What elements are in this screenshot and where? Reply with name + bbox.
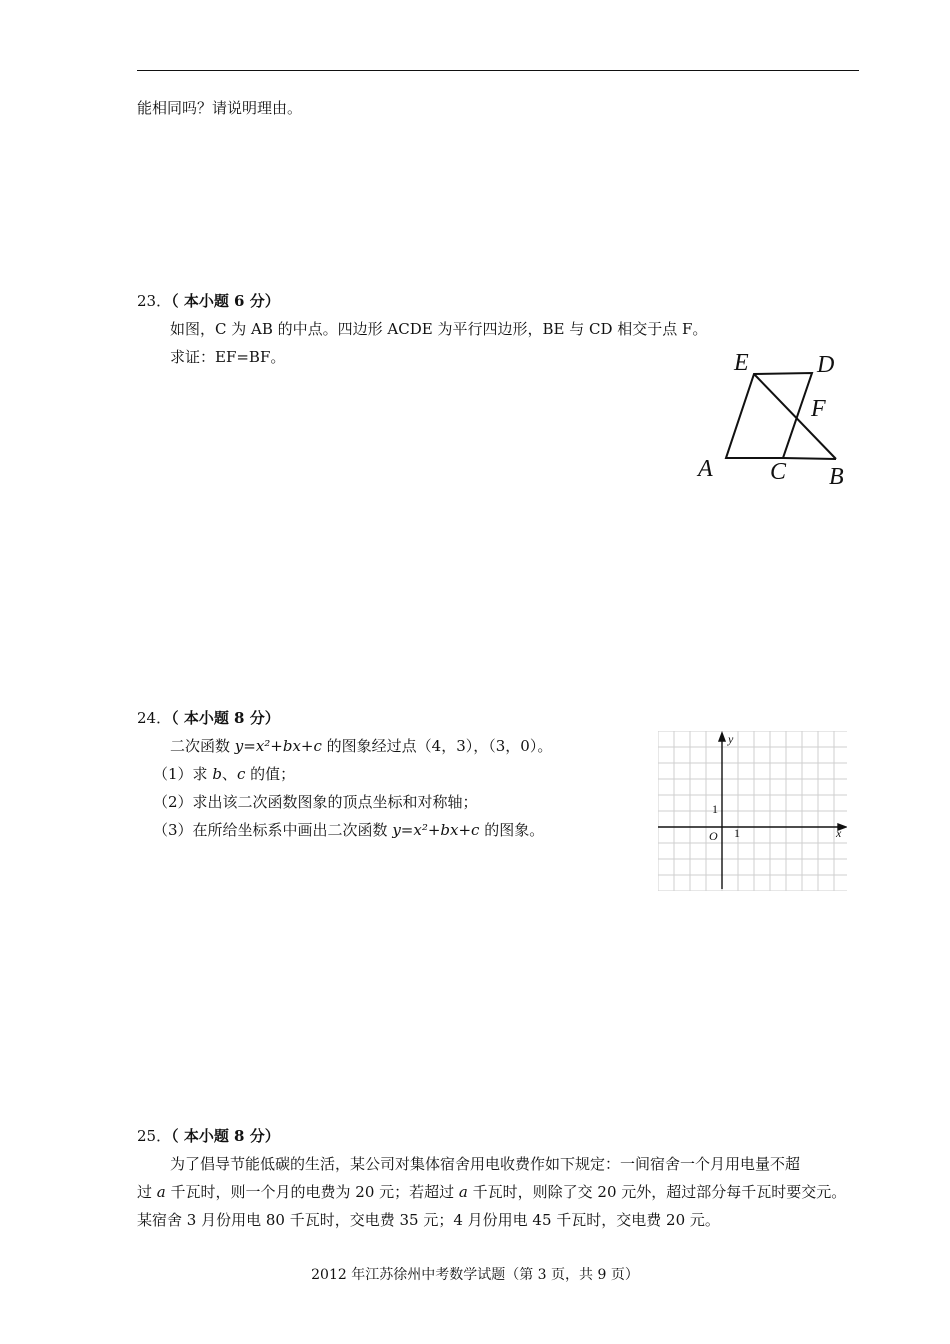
q24-text-a: 二次函数: [170, 737, 235, 755]
y-unit-label: 1: [712, 802, 718, 816]
label-B: B: [829, 464, 844, 490]
q24-coordinate-grid: [658, 731, 847, 891]
q24-statement: [170, 736, 552, 756]
label-E: E: [734, 350, 749, 376]
q23-prove: 求证：EF=BF。: [170, 348, 286, 366]
continued-text: 能相同吗？请说明理由。: [137, 99, 303, 117]
q24-function: y=x²+bx+c: [234, 737, 322, 755]
q25-var-a2: a: [458, 1183, 468, 1201]
label-D: D: [817, 352, 835, 378]
label-C: C: [770, 459, 787, 485]
q25-l2-b: 千瓦时，则一个月的电费为 20 元；若超过: [165, 1183, 459, 1201]
q24-p1-d: c: [236, 765, 246, 783]
q24-p1-c: 、: [221, 765, 237, 783]
y-axis-arrow: [719, 733, 725, 741]
q25-line-2: [137, 1182, 846, 1202]
q24-heading: [137, 708, 280, 728]
q25-var-a: a: [156, 1183, 166, 1201]
q23-heading: [137, 291, 280, 311]
y-axis-label: y: [728, 732, 734, 746]
q24-part-2: （2）求出该二次函数图象的顶点坐标和对称轴；: [153, 793, 478, 811]
q24-p1-a: （1）求: [153, 765, 213, 783]
segment-cb: [783, 458, 836, 459]
parallelogram-acde: [726, 373, 812, 458]
x-axis-label: x: [836, 826, 842, 840]
q24-p1-b: b: [212, 765, 222, 783]
header-rule: [137, 70, 859, 71]
q25-points: （ 本小题 8 分）: [171, 1127, 280, 1145]
origin-label: O: [709, 829, 718, 843]
q24-points: （ 本小题 8 分）: [171, 709, 280, 727]
q24-p3-b: 的图象。: [479, 821, 545, 839]
q23-figure: [690, 345, 860, 495]
q24-text-b: 的图象经过点（4，3），（3，0）。: [321, 737, 553, 755]
q24-part-3: [153, 820, 544, 840]
q24-part-1: [153, 764, 295, 784]
q24-p3-function: y=x²+bx+c: [392, 821, 480, 839]
q23-number: 23．: [137, 292, 172, 310]
label-F: F: [811, 396, 826, 422]
q25-line-3: 某宿舍 3 月份用电 80 千瓦时，交电费 35 元；4 月份用电 45 千瓦时，交电费 20 元。: [137, 1211, 720, 1229]
q25-l2-c: 千瓦时，则除了交 20 元外，超过部分每千瓦时要交元。: [467, 1183, 847, 1201]
q24-p3-a: （3）在所给坐标系中画出二次函数: [153, 821, 393, 839]
q25-heading: [137, 1126, 280, 1146]
q25-number: 25．: [137, 1127, 172, 1145]
q25-line-1: 为了倡导节能低碳的生活，某公司对集体宿舍用电收费作如下规定：一间宿舍一个月用电量不超: [170, 1155, 801, 1173]
x-unit-label: 1: [734, 826, 740, 840]
page-footer: 2012 年江苏徐州中考数学试题（第 3 页，共 9 页）: [311, 1267, 639, 1283]
q25-l2-a: 过: [137, 1183, 157, 1201]
q24-number: 24．: [137, 709, 172, 727]
q24-p1-e: 的值；: [245, 765, 296, 783]
q23-points: （ 本小题 6 分）: [171, 292, 280, 310]
label-A: A: [698, 456, 713, 482]
q23-statement: 如图，C 为 AB 的中点。四边形 ACDE 为平行四边形，BE 与 CD 相交于点 F。: [170, 320, 708, 338]
